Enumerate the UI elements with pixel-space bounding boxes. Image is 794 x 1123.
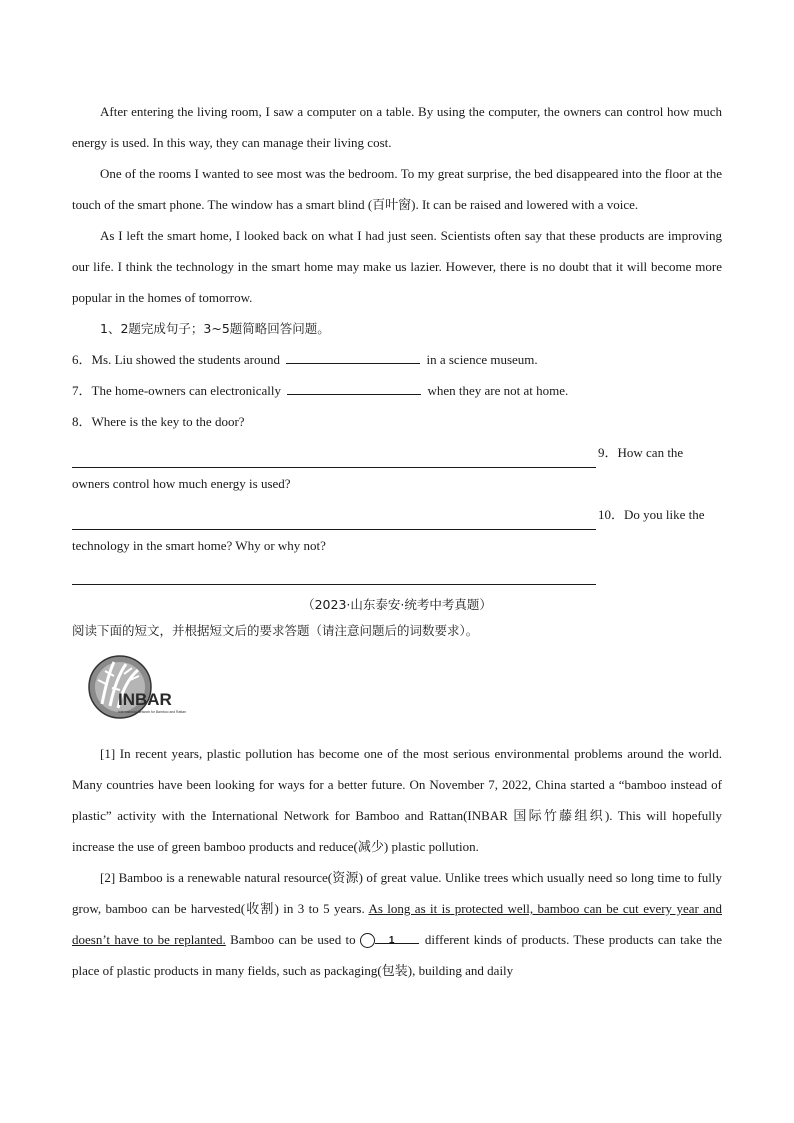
answer-row-10 — [72, 561, 722, 585]
question-6-tail: in a science museum. — [426, 352, 538, 367]
logo-subtext: International Network for Bamboo and Rattan — [118, 710, 187, 714]
answer-blank-1[interactable] — [375, 931, 419, 944]
paragraph-bedroom: One of the rooms I wanted to see most was the bedroom. To my great surprise, the bed disappeared into the floor at the touch of the smart phone. The window has a smart blind (百叶窗). It can be raised and lowered with a voice. — [72, 166, 722, 212]
question-6 — [72, 344, 722, 375]
question-7 — [72, 375, 722, 406]
question-9-cont: owners control how much energy is used? — [72, 476, 291, 491]
question-10-row — [72, 499, 722, 530]
paragraph-2-lead: [2] Bamboo is a renewable natural resource(资源) of great value. Unlike trees which usually need so long time to fully grow, bamboo can be harvested(收割) in 3 to 5 years. — [72, 870, 722, 916]
question-9-row — [72, 437, 722, 468]
logo-wordmark: INBAR — [118, 690, 172, 709]
question-6-text: 6．Ms. Liu showed the students around — [72, 352, 280, 367]
paragraph-2-mid: Bamboo can be used to — [230, 932, 356, 947]
paragraph-1-plastic: [1] In recent years, plastic pollution has become one of the most serious environmental problems around the world. Many countries have been looking for ways for a better future. On November 7, 2022, China started a “bamboo instead of plastic” activity with the International Network for Bamboo and Rattan(INBAR 国际竹藤组织). This will hopefully increase the use of green bamboo products and reduce(减少) plastic pollution. — [72, 746, 722, 854]
source-label: （2023·山东泰安·统考中考真题） — [302, 597, 492, 612]
answer-line-10[interactable] — [72, 562, 596, 585]
answer-blank-7[interactable] — [287, 382, 421, 395]
paragraph-conclusion: As I left the smart home, I looked back on what I had just seen. Scientists often say that these products are improving our life. I think the technology in the smart home may make us lazier. However, there is no doubt that it will become more popular in the homes of tomorrow. — [72, 228, 722, 305]
paragraph-2-tail: different kinds of products. These products can take the place of plastic products in many fields, such as packaging(包装), building and daily — [72, 932, 723, 978]
answer-blank-6[interactable] — [286, 351, 420, 364]
question-10-text: 10．Do you like the — [598, 507, 705, 522]
reading-directions: 阅读下面的短文，并根据短文后的要求答题（请注意问题后的词数要求）。 — [72, 623, 479, 638]
underlined-sentence: As long as it is protected well, bamboo can be cut every year and doesn’t have to be replanted. — [72, 901, 723, 947]
question-9-text: 9．How can the — [598, 445, 684, 460]
blank-number-1: 1 — [360, 933, 375, 948]
question-8: 8．Where is the key to the door? — [72, 414, 245, 429]
answer-line-9[interactable] — [72, 507, 596, 530]
question-7-tail: when they are not at home. — [427, 383, 569, 398]
paragraph-2-bamboo — [72, 862, 722, 986]
question-10-cont: technology in the smart home? Why or why not? — [72, 538, 326, 553]
paragraph-living-room: After entering the living room, I saw a computer on a table. By using the computer, the owners can control how much energy is used. In this way, they can manage their living cost. — [72, 104, 722, 150]
question-7-text: 7．The home-owners can electronically — [72, 383, 281, 398]
question-instructions: 1、2题完成句子；3~5题简略回答问题。 — [100, 321, 330, 336]
inbar-logo — [80, 654, 200, 720]
answer-line-8[interactable] — [72, 445, 596, 468]
document-page — [72, 96, 722, 986]
